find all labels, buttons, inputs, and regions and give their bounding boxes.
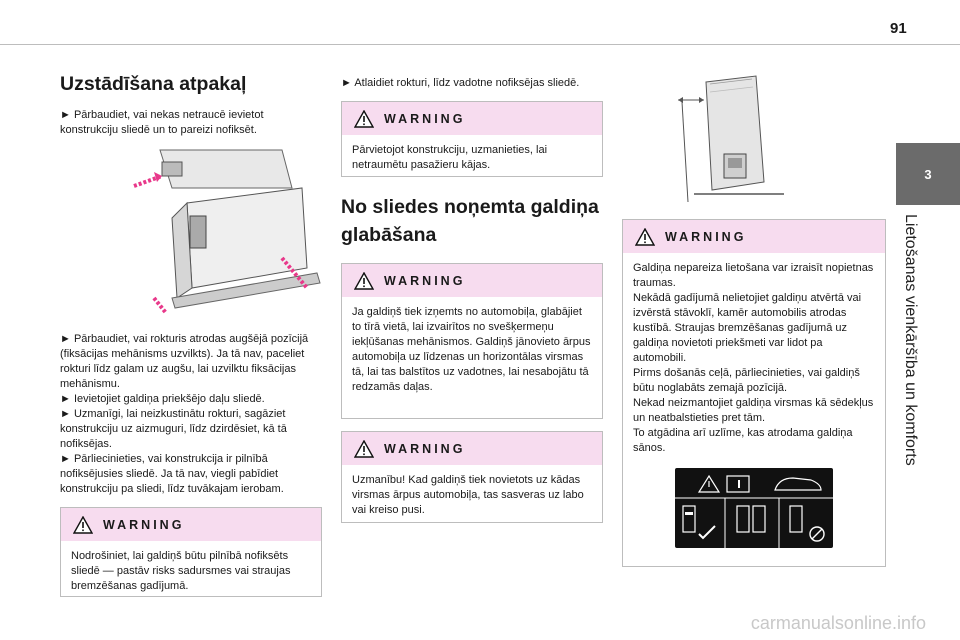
warning-header [342,264,602,297]
paragraph-release-handle: ► Atlaidiet rokturi, līdz vadotne nofiksējas sliedē. [341,77,580,89]
warning-line: To atgādina arī uzlīme, kas atrodama galdiņa sānos. [633,427,853,454]
warning-line: Galdiņa nepareiza lietošana var izraisīt nopietnas traumas. [633,262,874,289]
instruction-list [60,332,322,497]
warning-title: WARNING [384,273,466,288]
warning-box-misuse [622,219,886,567]
warning-triangle-icon [354,110,374,128]
warning-header [61,508,321,541]
instruction-item: ► Pārliecinieties, vai konstrukcija ir pilnībā nofiksējusies sliedē. Ja tā nav, viegli pabīdiet konstrukciju pa sliedi, līdz tuvākajam ierobam. [60,453,284,495]
warning-triangle-icon [354,440,374,458]
paragraph-check-obstacles: ► Pārbaudiet, vai nekas netraucē ievietot konstrukciju sliedē un to pareizi nofiksēt. [60,109,264,136]
warning-text: Nodrošiniet, lai galdiņš būtu pilnībā nofiksēts sliedē — pastāv risks sadursmes vai straujas bremzēšanas gadījumā. [71,550,291,592]
warning-text-list [623,253,885,464]
column-3 [622,60,886,567]
warning-text: Ja galdiņš tiek izņemts no automobiļa, glabājiet to tīrā vietā, lai izvairītos no svešķermeņu iekļūšanas mehānismos. Galdiņš jānovieto ārpus automobiļa uz līdzenas un horizontālas virsmas tā, lai tas balstītos uz vadotnes, lai nesabojātu tā redzamās daļas. [352,306,591,393]
instruction-item: ► Uzmanīgi, lai neizkustinātu rokturi, sagāziet konstrukciju uz aizmuguri, līdz dzirdēsiet, kā tā nofiksējas. [60,408,287,450]
illustration-console-tilted [674,72,794,207]
footer-watermark: carmanualsonline.info [750,613,926,633]
warning-header [342,102,602,135]
instruction-item: ► Pārbaudiet, vai rokturis atrodas augšējā pozīcijā (fiksācijas mehānisms uzvilkts). Ja tā nav, paceliet rokturi līdz galam uz augšu, lai uzvilktu fiksācijas mehānismu. [60,333,309,390]
illustration-console-rail [132,148,322,318]
column-1 [60,60,322,597]
warning-text: Uzmanību! Kad galdiņš tiek novietots uz kādas virsmas ārpus automobiļa, tas sasveras uz labo vai kreiso pusi. [352,474,584,516]
warning-box-tilt [341,431,603,523]
warning-title: WARNING [384,441,466,456]
instruction-item: ► Ievietojiet galdiņa priekšējo daļu sliedē. [60,393,265,405]
warning-box-legs [341,101,603,177]
warning-box-storage [341,263,603,419]
warning-text: Pārvietojot konstrukciju, uzmanieties, lai netraumētu pasažieru kājas. [352,144,548,171]
chapter-tab[interactable]: 3 [896,143,960,205]
warning-line: Pirms došanās ceļā, pārliecinieties, vai galdiņš būtu noglabāts zemajā pozīcijā. [633,367,860,394]
warning-title: WARNING [384,111,466,126]
section-heading-storage: No sliedes noņemta galdiņa glabāšana [341,196,599,246]
chapter-title-vertical [880,214,940,514]
column-2 [341,60,603,523]
warning-title: WARNING [103,517,185,532]
warning-triangle-icon [354,272,374,290]
warning-triangle-icon [73,516,93,534]
sticker-label-image [675,468,833,548]
header-rule [0,44,960,45]
warning-header [342,432,602,465]
section-heading-reinstall: Uzstādīšana atpakaļ [60,73,247,95]
warning-title: WARNING [665,229,747,244]
chapter-title: Lietošanas vienkāršība un komforts [902,214,919,466]
warning-line: Nekad neizmantojiet galdiņa virsmas kā sēdekļus un neatbalstieties pret tām. [633,397,874,424]
warning-triangle-icon [635,228,655,246]
warning-line: Nekādā gadījumā nelietojiet galdiņu atvērtā vai izvērstā stāvoklī, kamēr automobilis atrodas kustībā. Straujas bremzēšanas gadījumā uz galdiņa novietoti priekšmeti var lidot pa automobili. [633,292,862,364]
warning-header [623,220,885,253]
warning-box-lock [60,507,322,597]
page-number: 91 [890,20,907,37]
